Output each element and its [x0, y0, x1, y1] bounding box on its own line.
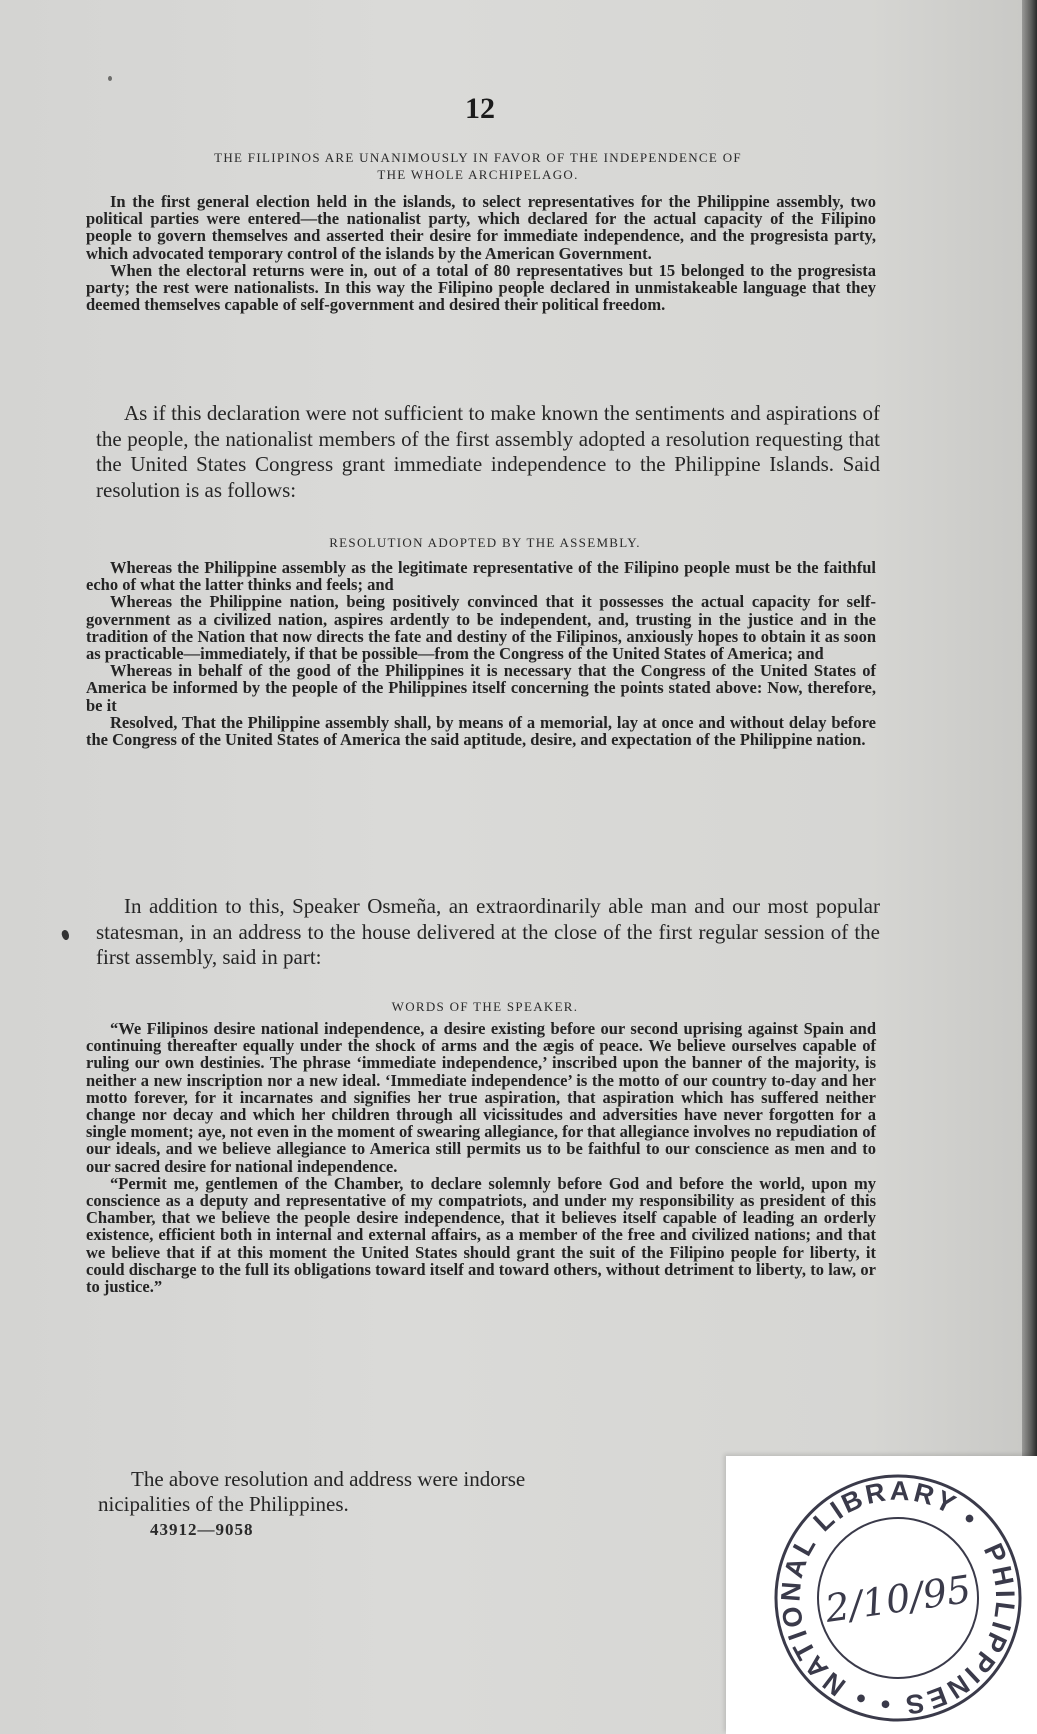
- stamp-ring-textpath: PHILIPPINES • • NATIONAL LIBRARY •: [775, 1475, 1021, 1721]
- resolution-resolved: Resolved, That the Philippine assembly shall, by means of a memorial, lay at once and without delay before the Congress of the United States of America the said aptitude, desire, and expectation of the Philippine nation.: [86, 712, 876, 750]
- speaker-paragraph-1: “We Filipinos desire national independence, a desire existing before our second uprising against Spain and continuing thereafter equally under the shock of arms and the ægis of peace. We believe ourselves capable of ruling our own destinies. The phrase ‘immediate independence,’ inscribed upon the banner of the majority, is neither a new inscription nor a new ideal. ‘Immediate independence’ is the motto of our country to-day and her motto forever, for it incarnates and signifies her true aspiration, that aspiration which has suffered neither change nor decay and which her children through all vicissitudes and adversities have never forgotten for a single moment; aye, not even in the moment of swearing allegiance, for that allegiance involves no repudiation of our ideals, and we believe allegiance to America still permits us to be faithful to our conscience as men and to our sacred desire for national independence.: [86, 1019, 876, 1176]
- addition-section: [96, 894, 880, 971]
- library-date-stamp: [770, 1470, 1026, 1726]
- declaration-paragraph: As if this declaration were not sufficient to make known the sentiments and aspirations of the people, the nationalist members of the first assembly adopted a resolution requesting that the United States Congress grant immediate independence to the Philippine Islands. Said resolution is as follows:: [96, 401, 880, 502]
- speaker-paragraph-2: “Permit me, gentlemen of the Chamber, to declare solemnly before God and before the world, upon my conscience as a deputy and representative of my compatriots, and under my responsibility as president of this Chamber, that we believe the people desire independence, that it believes itself capable of leading an orderly existence, efficient both in internal and external affairs, as a member of the free and civilized nations; and that we believe that if at this moment the United States should grant the suit of the Filipino people for liberty, it could discharge to the full its obligations toward itself and toward others, without detriment to liberty, to law, or to justice.”: [86, 1173, 876, 1297]
- election-section: [86, 193, 876, 313]
- closing-line-2: nicipalities of the Philippines.: [98, 1492, 349, 1516]
- page-number: 12: [465, 92, 495, 125]
- speaker-section: [86, 1020, 876, 1295]
- section-heading-main: THE FILIPINOS ARE UNANIMOUSLY IN FAVOR OF THE INDEPENDENCE OF: [214, 150, 742, 165]
- election-paragraph-2: When the electoral returns were in, out of a total of 80 representatives but 15 belonged to the progresista party; the rest were nationalists. In this way the Filipino people declared in unmistakeable language that they deemed themselves capable of self-government and desired their political freedom.: [86, 260, 876, 315]
- section-heading-sub: THE WHOLE ARCHIPELAGO.: [377, 167, 579, 182]
- election-paragraph-1: In the first general election held in the islands, to select representatives for the Philippine assembly, two political parties were entered—the nationalist party, which declared for the actual capacity of the Filipino people to govern themselves and asserted their desire for immediate independence, and the progresista party, which advocated temporary control of the islands by the American Government.: [86, 192, 876, 263]
- resolution-whereas-3: Whereas in behalf of the good of the Philippines it is necessary that the Congress of the United States of America be informed by the people of the Philippines itself concerning the points stated above: Now, therefore, be it: [86, 661, 876, 715]
- closing-line-1: The above resolution and address were indorse: [131, 1467, 526, 1491]
- resolution-heading: RESOLUTION ADOPTED BY THE ASSEMBLY.: [329, 535, 641, 550]
- stamp-date: 2/10/95: [822, 1567, 974, 1631]
- resolution-whereas-1: Whereas the Philippine assembly as the legitimate representative of the Filipino people must be the faithful echo of what the latter thinks and feels; and: [86, 558, 876, 595]
- speaker-heading: WORDS OF THE SPEAKER.: [391, 999, 579, 1014]
- resolution-section: [86, 559, 876, 748]
- print-code: 43912—9058: [150, 1520, 254, 1539]
- addition-paragraph: In addition to this, Speaker Osmeña, an extraordinarily able man and our most popular statesman, in an address to the house delivered at the close of the first regular session of the first assembly, said in part:: [96, 894, 880, 969]
- scan-speck: [108, 76, 112, 81]
- resolution-whereas-2: Whereas the Philippine nation, being positively convinced that it possesses the actual capacity for self-government as a civilized nation, aspires ardently to be independent, and, trusting in the justice and in the tradition of the Nation that now directs the fate and destiny of the Filipinos, anxiously hopes to obtain it as soon as practicable—immediately, if that be possible—from the Congress of the United States of America; and: [86, 592, 876, 664]
- declaration-section: [96, 401, 880, 503]
